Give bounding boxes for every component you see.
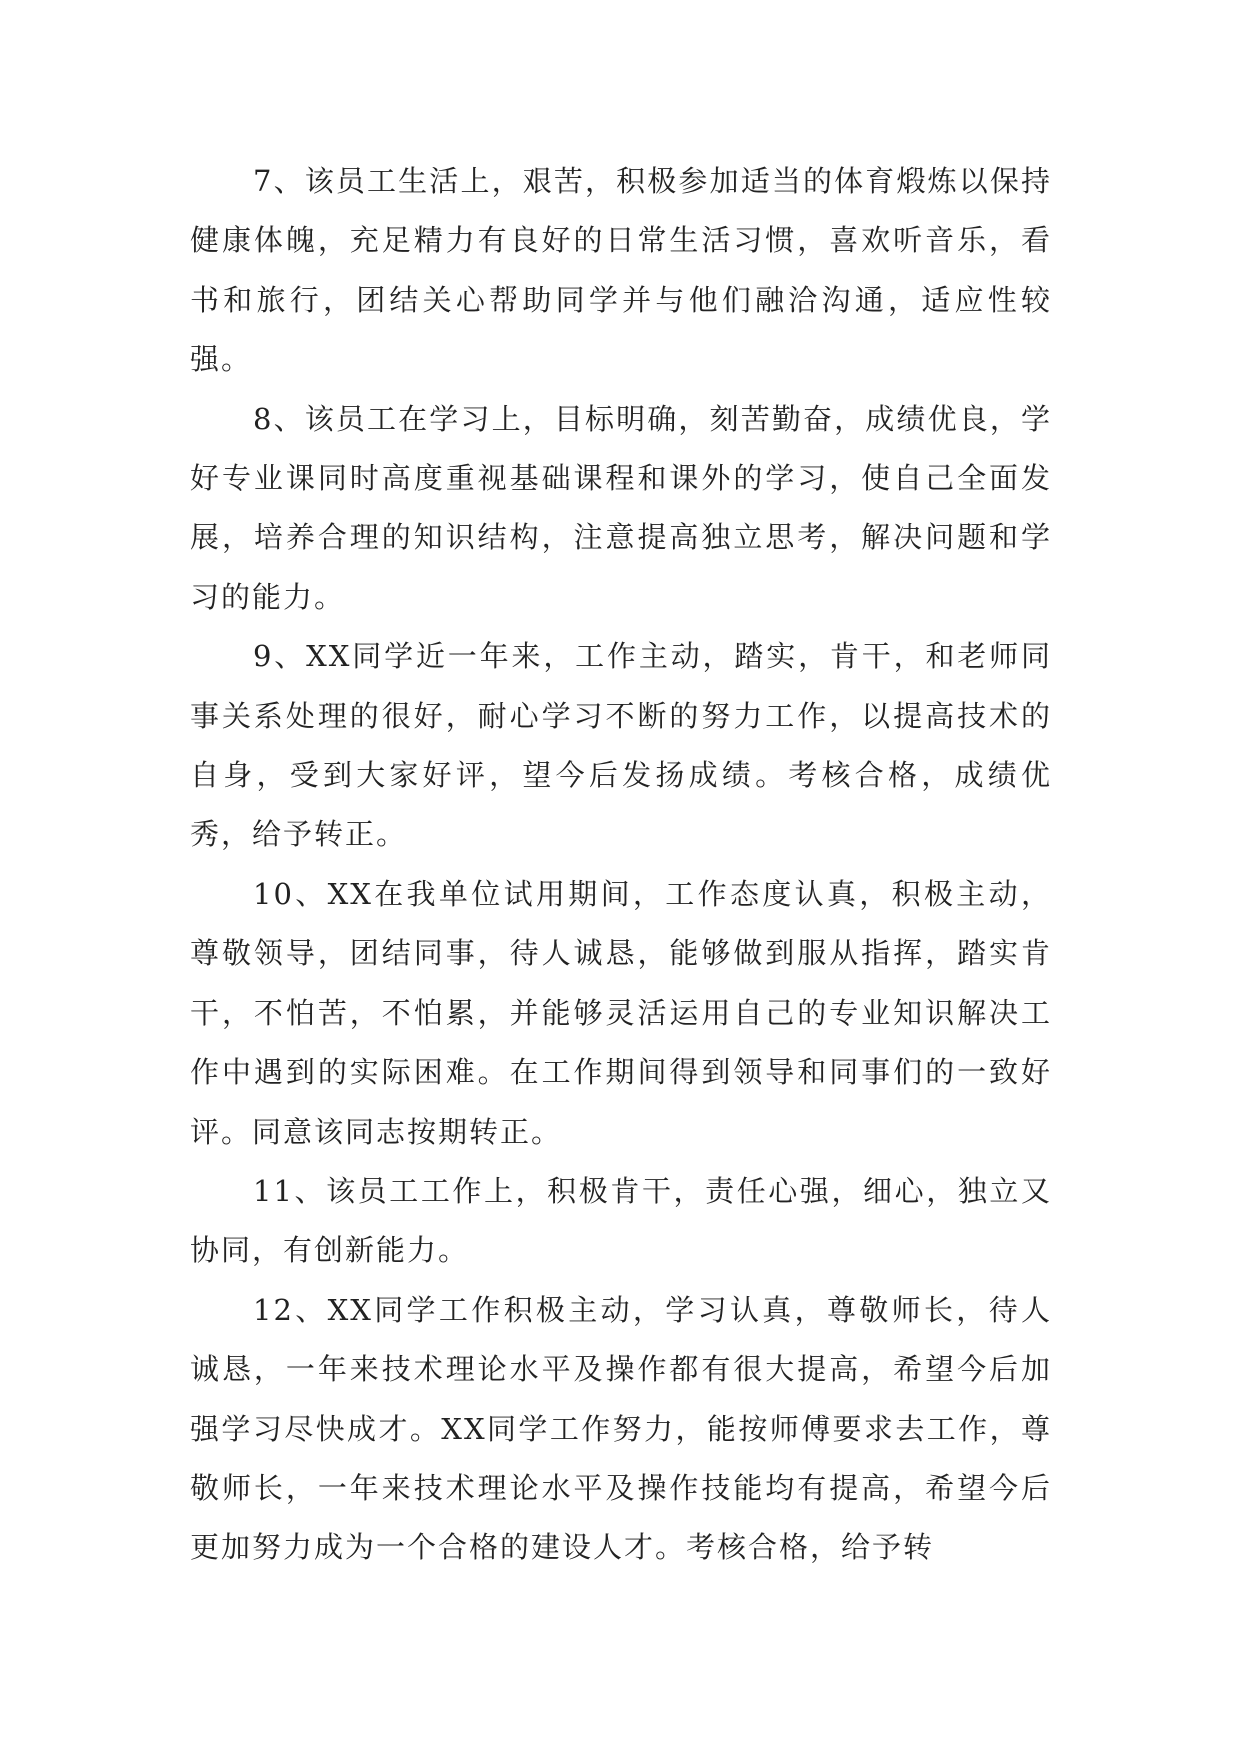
paragraph-12: 12、XX同学工作积极主动，学习认真，尊敬师长，待人诚恳，一年来技术理论水平及操作都有很大提高，希望今后加强学习尽快成才。XX同学工作努力，能按师傅要求去工作，尊敬师长，一年来技术理论水平及操作技能均有提高，希望今后更加努力成为一个合格的建设人才。考核合格，给予转 [190, 1292, 1052, 1565]
paragraph-11: 11、该员工工作上，积极肯干，责任心强，细心，独立又协同，有创新能力。 [190, 1173, 1052, 1268]
paragraph-10: 10、XX在我单位试用期间，工作态度认真，积极主动，尊敬领导，团结同事，待人诚恳，能够做到服从指挥，踏实肯干，不怕苦，不怕累，并能够灵活运用自己的专业知识解决工作中遇到的实际困难。在工作期间得到领导和同事们的一致好评。同意该同志按期转正。 [190, 876, 1052, 1149]
paragraph-8: 8、该员工在学习上，目标明确，刻苦勤奋，成绩优良，学好专业课同时高度重视基础课程和课外的学习，使自己全面发展，培养合理的知识结构，注意提高独立思考，解决问题和学习的能力。 [190, 401, 1052, 614]
paragraph-7: 7、该员工生活上，艰苦，积极参加适当的体育煅炼以保持健康体魄，充足精力有良好的日常生活习惯，喜欢听音乐，看书和旅行，团结关心帮助同学并与他们融洽沟通，适应性较强。 [190, 164, 1052, 377]
paragraph-9: 9、XX同学近一年来，工作主动，踏实，肯干，和老师同事关系处理的很好，耐心学习不断的努力工作，以提高技术的自身，受到大家好评，望今后发扬成绩。考核合格，成绩优秀，给予转正。 [190, 639, 1052, 852]
document-body [190, 152, 1052, 1578]
